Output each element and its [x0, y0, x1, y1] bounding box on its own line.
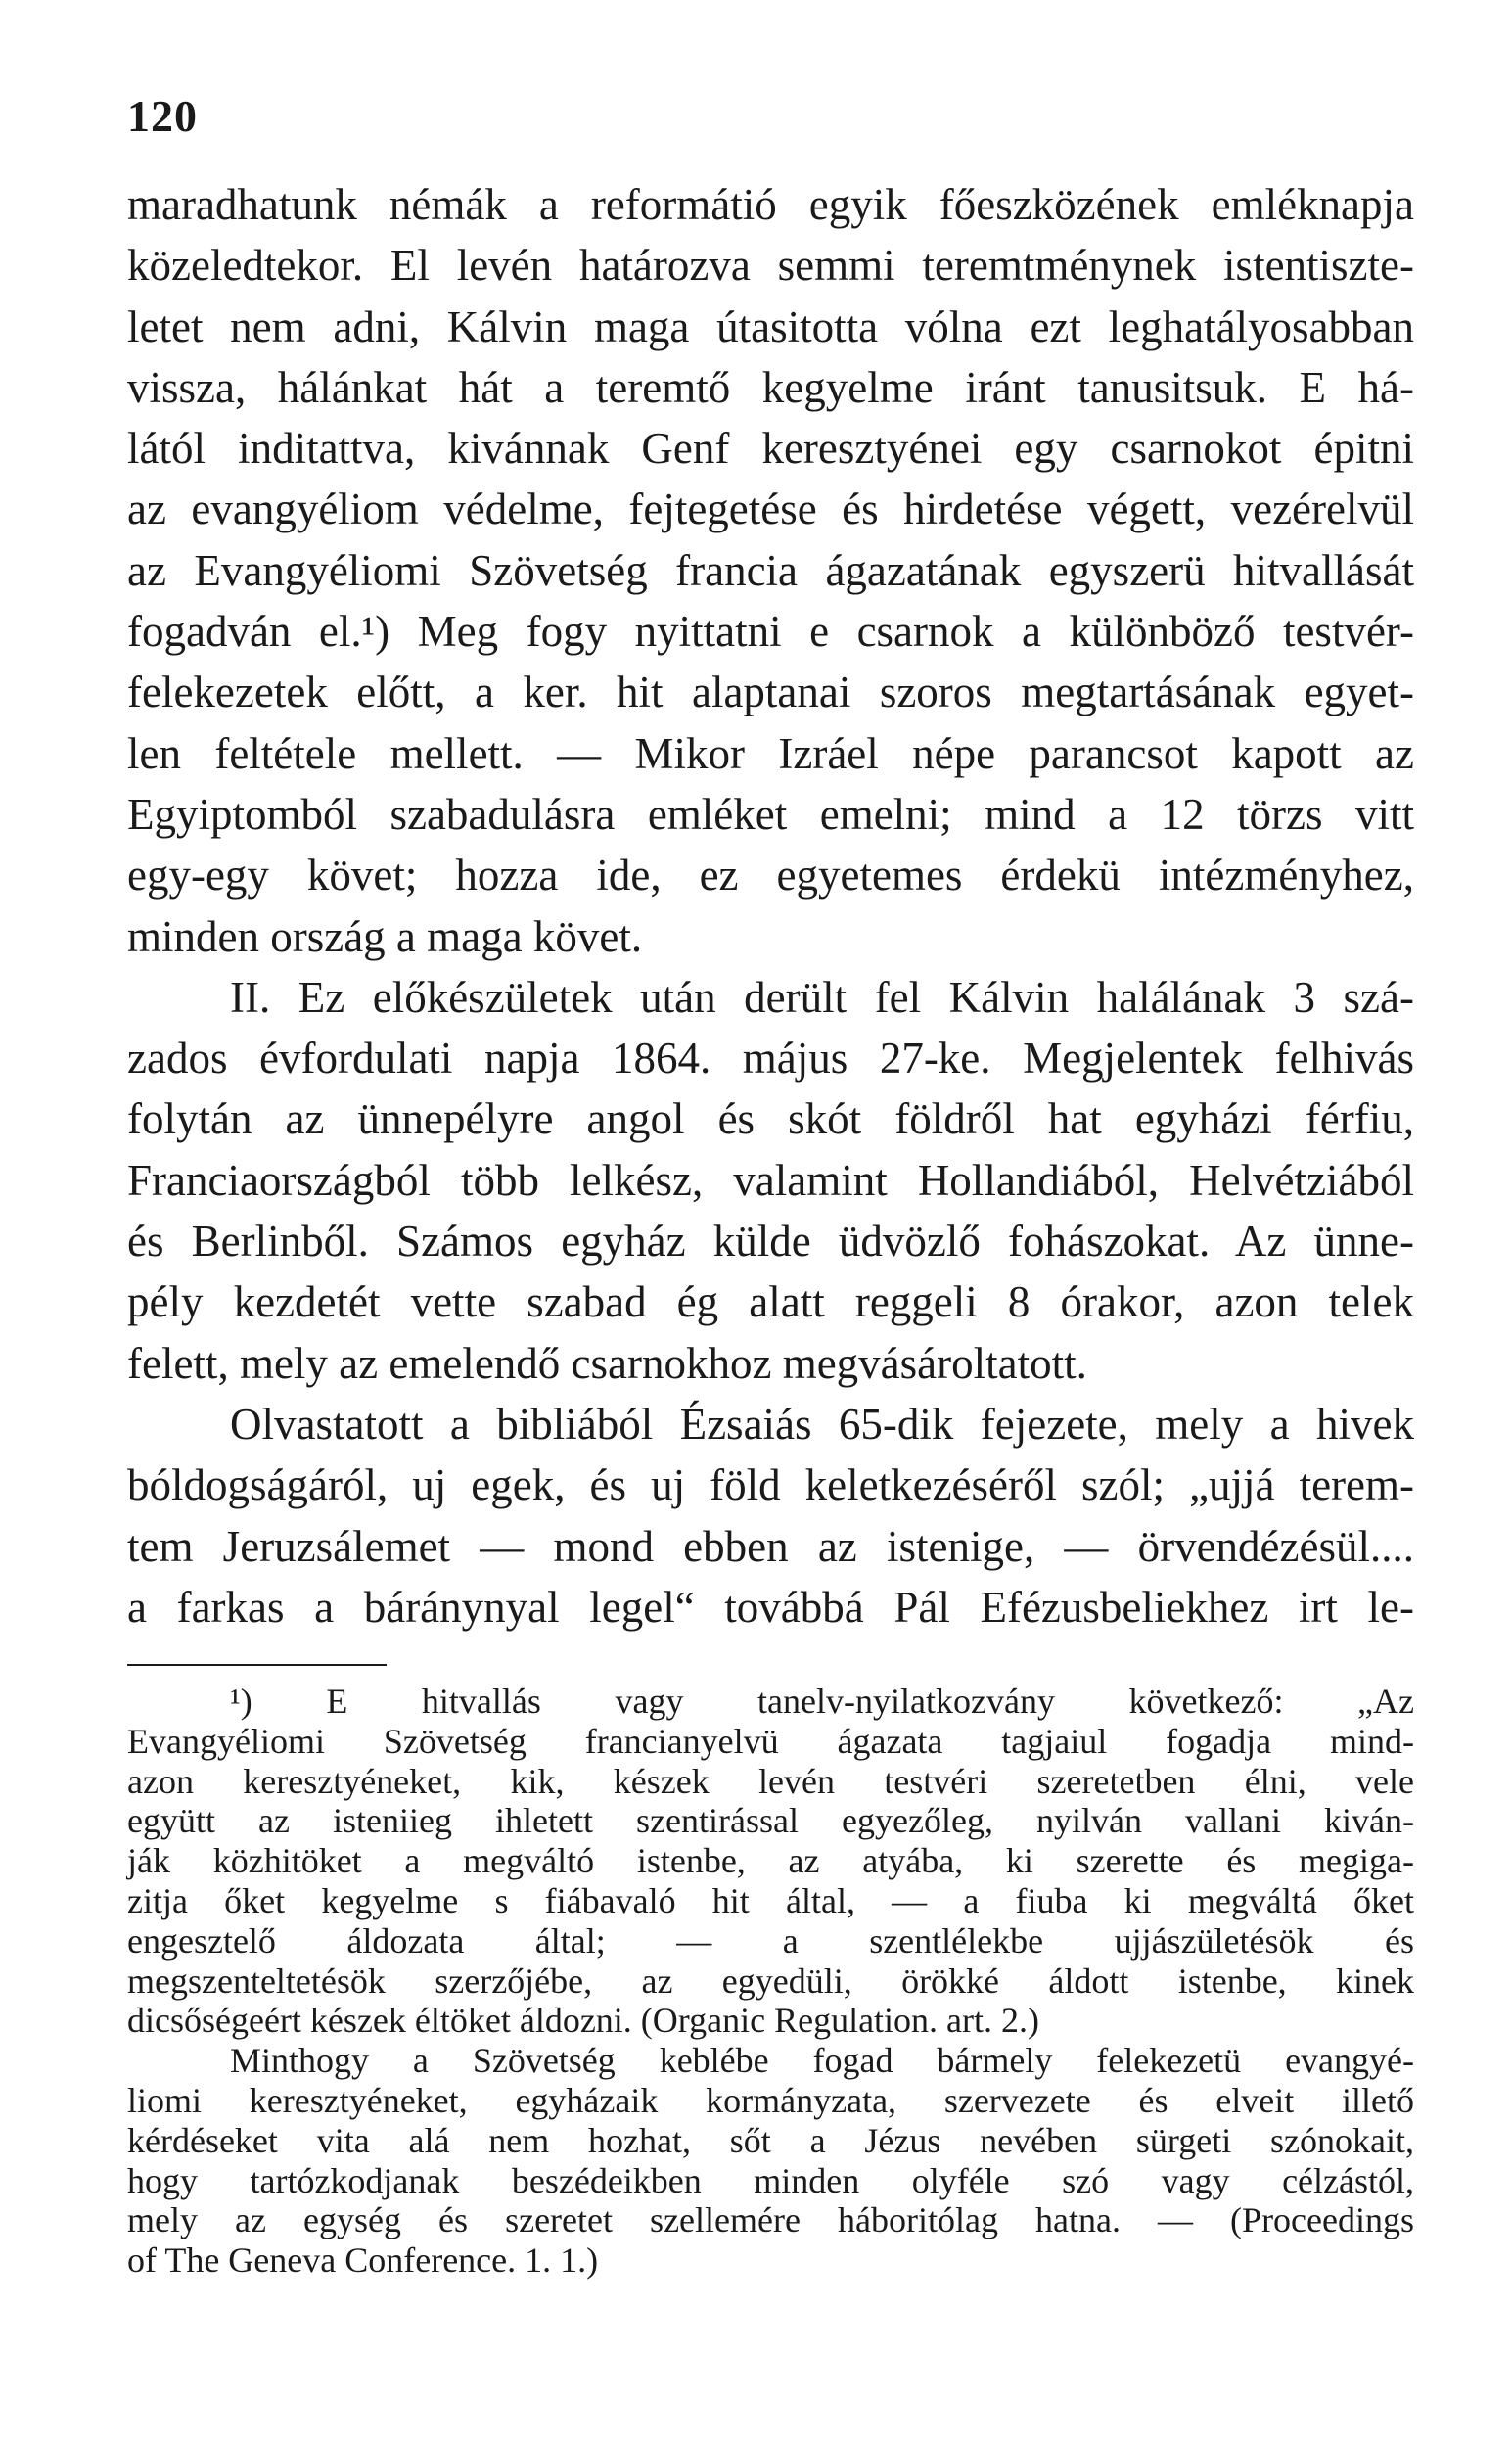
body-line: lától inditattva, kivánnak Genf keresztyénei egy csarnokot épitni — [127, 424, 1414, 474]
body-line: II. Ez előkészületek után derült fel Kálvin halálának 3 szá- — [230, 972, 1414, 1022]
footnote-line: of The Geneva Conference. 1. 1.) — [127, 2240, 599, 2281]
footnote-line: mely az egység és szeretet szellemére háboritólag hatna. — (Proceedings — [127, 2200, 1414, 2240]
body-line: a farkas a báránynyal legel“ továbbá Pál Efézusbeliekhez irt le- — [127, 1582, 1414, 1632]
body-line: az Evangyéliomi Szövetség francia ágazatának egyszerü hitvallását — [127, 545, 1414, 595]
footnote-line: Evangyéliomi Szövetség francianyelvü ágazata tagjaiul fogadja mind- — [127, 1721, 1414, 1761]
body-line: maradhatunk némák a reformátió egyik főeszközének emléknapja — [127, 180, 1414, 229]
footnote-line: ¹) E hitvallás vagy tanelv-nyilatkozvány következő: „Az — [230, 1682, 1414, 1721]
body-line: Franciaországból több lelkész, valamint Hollandiából, Helvétziából — [127, 1155, 1414, 1205]
body-line: bóldogságáról, uj egek, és uj föld keletkezéséről szól; „ujjá terem- — [127, 1460, 1414, 1510]
footnote-line: kérdéseket vita alá nem hozhat, sőt a Jézus nevében sürgeti szónokait, — [127, 2120, 1414, 2160]
page-number: 120 — [127, 91, 198, 141]
footnote-line: megszenteltetésök szerzőjébe, az egyedüli, örökké áldott istenbe, kinek — [127, 1961, 1414, 2001]
footnote-line: zitja őket kegyelme s fiábavaló hit által, — a fiuba ki megváltá őket — [127, 1880, 1414, 1920]
body-line: Egyiptomból szabadulásra emléket emelni; mind a 12 törzs vitt — [127, 789, 1414, 839]
body-line: fogadván el.¹) Meg fogy nyittatni e csarnok a különböző testvér- — [127, 607, 1414, 657]
footnotes — [127, 1682, 1414, 2281]
footnote-divider — [127, 1664, 387, 1666]
footnote-line: azon keresztyéneket, kik, készek levén testvéri szeretetben élni, vele — [127, 1761, 1414, 1801]
footnote-line: ják közhitöket a megváltó istenbe, az atyába, ki szerette és megiga- — [127, 1841, 1414, 1881]
main-text — [127, 174, 1414, 1638]
body-line: tem Jeruzsálemet — mond ebben az istenige, — örvendézésül.... — [127, 1521, 1414, 1571]
body-line: egy-egy követ; hozza ide, ez egyetemes érdekü intézményhez, — [127, 851, 1414, 900]
body-line: pély kezdetét vette szabad ég alatt reggeli 8 órakor, azon telek — [127, 1277, 1414, 1327]
body-line: folytán az ünnepélyre angol és skót földről hat egyházi férfiu, — [127, 1094, 1414, 1144]
body-line: len feltétele mellett. — Mikor Izráel népe parancsot kapott az — [127, 728, 1414, 778]
footnote-line: liomi keresztyéneket, egyházaik kormányzata, szervezete és elveit illető — [127, 2080, 1414, 2120]
footnote-line: Minthogy a Szövetség keblébe fogad bármely felekezetü evangyé- — [230, 2041, 1414, 2081]
body-line: Olvastatott a bibliából Ézsaiás 65-dik fejezete, mely a hivek — [230, 1399, 1414, 1449]
body-line: zados évfordulati napja 1864. május 27-ke. Megjelentek felhivás — [127, 1034, 1414, 1084]
body-line: letet nem adni, Kálvin maga útasitotta vólna ezt leghatályosabban — [127, 301, 1414, 351]
body-line: minden ország a maga követ. — [127, 911, 643, 961]
footnote-line: engesztelő áldozata által; — a szentlélekbe ujjászületésök és — [127, 1920, 1414, 1961]
footnote-line: dicsőségeért készek éltöket áldozni. (Organic Regulation. art. 2.) — [127, 2001, 1040, 2041]
footnote-line: hogy tartózkodjanak beszédeikben minden olyféle szó vagy célzástól, — [127, 2160, 1414, 2200]
body-line: az evangyéliom védelme, fejtegetése és hirdetése végett, vezérelvül — [127, 485, 1414, 534]
body-line: felekezetek előtt, a ker. hit alaptanai szoros megtartásának egyet- — [127, 668, 1414, 717]
body-line: vissza, hálánkat hát a teremtő kegyelme iránt tanusitsuk. E há- — [127, 362, 1414, 412]
body-line: és Berlinből. Számos egyház külde üdvözlő fohászokat. Az ünne- — [127, 1217, 1414, 1267]
body-line: felett, mely az emelendő csarnokhoz megvásároltatott. — [127, 1338, 1087, 1388]
footnote-line: együtt az isteniieg ihletett szentirással egyezőleg, nyilván vallani kiván- — [127, 1801, 1414, 1841]
body-line: közeledtekor. El levén határozva semmi teremtménynek istentiszte- — [127, 241, 1414, 291]
